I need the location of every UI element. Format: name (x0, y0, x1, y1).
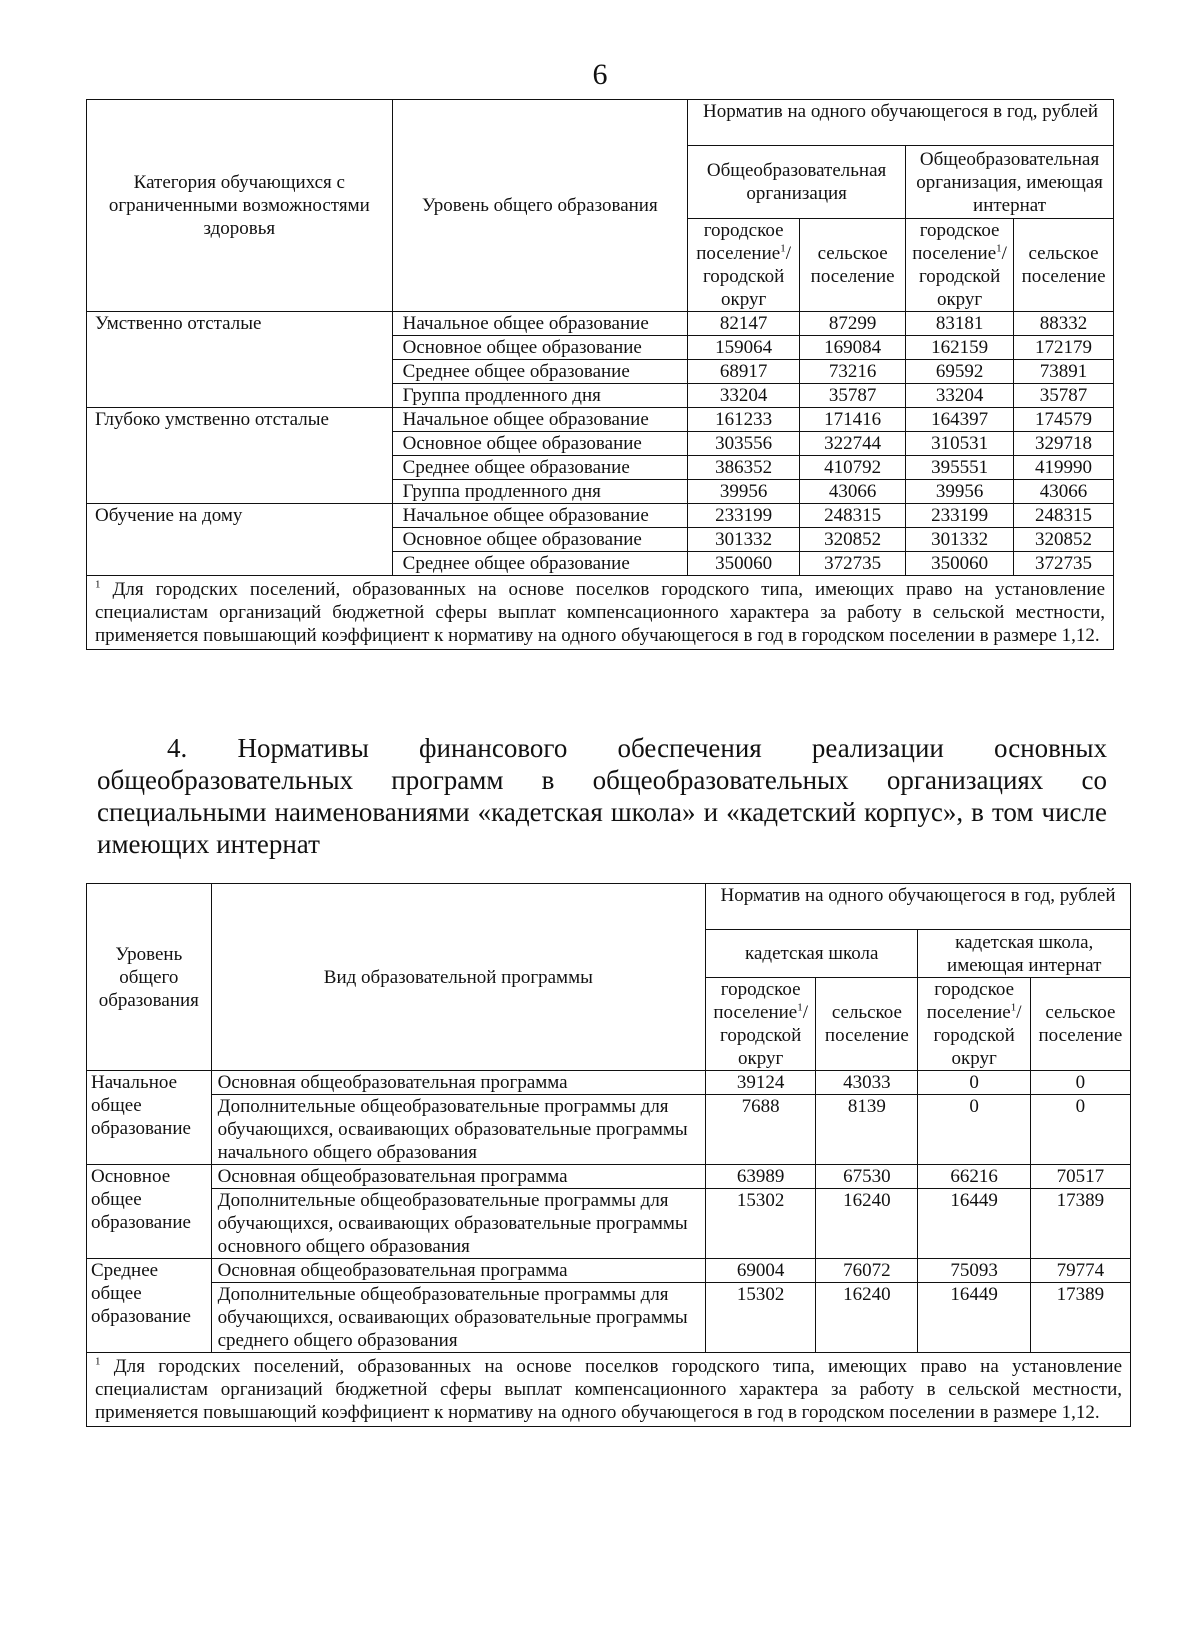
header-urban: городское поселение$^1$/ городской округ (918, 978, 1030, 1071)
table-row (87, 504, 1114, 528)
value-cell: 82147 (688, 312, 800, 336)
value-cell: 39124 (706, 1071, 816, 1095)
table-row (87, 1189, 1131, 1259)
value-cell: 386352 (688, 456, 800, 480)
value-cell: 320852 (1014, 528, 1114, 552)
level-cell: Среднее общее образование (392, 456, 687, 480)
value-cell: 15302 (706, 1189, 816, 1259)
header-rural: сельское поселение (800, 219, 906, 312)
level-cell: Основное общее образование (392, 528, 687, 552)
header-level: Уровень общего образования (392, 100, 687, 312)
value-cell: 87299 (800, 312, 906, 336)
value-cell: 16240 (816, 1283, 918, 1353)
level-cell: Основное общее образование (87, 1165, 212, 1259)
value-cell: 73891 (1014, 360, 1114, 384)
category-cell: Умственно отсталые (87, 312, 393, 408)
header-cadet-school-boarding: кадетская школа, имеющая интернат (918, 930, 1131, 978)
value-cell: 16449 (918, 1189, 1030, 1259)
value-cell: 70517 (1030, 1165, 1130, 1189)
level-cell: Начальное общее образование (392, 504, 687, 528)
header-cadet-school: кадетская школа (706, 930, 918, 978)
level-cell: Основное общее образование (392, 336, 687, 360)
value-cell: 76072 (816, 1259, 918, 1283)
value-cell: 419990 (1014, 456, 1114, 480)
value-cell: 7688 (706, 1095, 816, 1165)
value-cell: 410792 (800, 456, 906, 480)
category-cell: Обучение на дому (87, 504, 393, 576)
header-urban: городское поселение$^1$/ городской округ (706, 978, 816, 1071)
value-cell: 79774 (1030, 1259, 1130, 1283)
value-cell: 350060 (688, 552, 800, 576)
value-cell: 63989 (706, 1165, 816, 1189)
header-urban: городское поселение$^1$/ городской округ (906, 219, 1014, 312)
header-norm: Норматив на одного обучающегося в год, рублей (688, 100, 1114, 146)
value-cell: 162159 (906, 336, 1014, 360)
level-cell: Начальное общее образование (392, 408, 687, 432)
value-cell: 83181 (906, 312, 1014, 336)
table-cadet-norms (86, 883, 1131, 1427)
value-cell: 248315 (1014, 504, 1114, 528)
value-cell: 303556 (688, 432, 800, 456)
value-cell: 174579 (1014, 408, 1114, 432)
value-cell: 233199 (688, 504, 800, 528)
header-program: Вид образовательной программы (211, 884, 705, 1071)
value-cell: 164397 (906, 408, 1014, 432)
value-cell: 0 (1030, 1095, 1130, 1165)
header-rural: сельское поселение (1014, 219, 1114, 312)
value-cell: 16449 (918, 1283, 1030, 1353)
header-norm: Норматив на одного обучающегося в год, рублей (706, 884, 1131, 930)
table-row (87, 1095, 1131, 1165)
header-rural: сельское поселение (1030, 978, 1130, 1071)
header-org: Общеобразовательная организация (688, 146, 906, 219)
value-cell: 88332 (1014, 312, 1114, 336)
value-cell: 69592 (906, 360, 1014, 384)
page-number: 6 (592, 58, 608, 91)
value-cell: 310531 (906, 432, 1014, 456)
value-cell: 172179 (1014, 336, 1114, 360)
value-cell: 322744 (800, 432, 906, 456)
section-heading: 4. Нормативы финансового обеспечения реализации основных общеобразовательных программ в общеобразовательных организациях со специальными наименованиями «кадетская школа» и «кадетский корпус», в том числе имеющих интернат (97, 733, 1107, 859)
value-cell: 35787 (1014, 384, 1114, 408)
value-cell: 43066 (800, 480, 906, 504)
value-cell: 35787 (800, 384, 906, 408)
table-row (87, 1283, 1131, 1353)
value-cell: 69004 (706, 1259, 816, 1283)
value-cell: 161233 (688, 408, 800, 432)
value-cell: 33204 (906, 384, 1014, 408)
category-cell: Глубоко умственно отсталые (87, 408, 393, 504)
value-cell: 350060 (906, 552, 1014, 576)
level-cell: Среднее общее образование (392, 360, 687, 384)
table-row (87, 1071, 1131, 1095)
table-row (87, 312, 1114, 336)
value-cell: 169084 (800, 336, 906, 360)
footnote: $^1$ Для городских поселений, образованных на основе поселков городского типа, имеющих право на установление специалистам организаций бюджетной сферы выплат компенсационного характера за работу в сельской местности, применяется повышающий коэффициент к нормативу на одного обучающегося в год в городском поселении в размере 1,12. (87, 576, 1114, 650)
program-cell: Основная общеобразовательная программа (211, 1071, 705, 1095)
value-cell: 16240 (816, 1189, 918, 1259)
value-cell: 372735 (800, 552, 906, 576)
table-row (87, 1165, 1131, 1189)
value-cell: 43033 (816, 1071, 918, 1095)
value-cell: 66216 (918, 1165, 1030, 1189)
header-level: Уровень общего образования (87, 884, 212, 1071)
value-cell: 0 (918, 1095, 1030, 1165)
value-cell: 395551 (906, 456, 1014, 480)
value-cell: 171416 (800, 408, 906, 432)
value-cell: 68917 (688, 360, 800, 384)
header-category: Категория обучающихся с ограниченными возможностями здоровья (87, 100, 393, 312)
level-cell: Группа продленного дня (392, 384, 687, 408)
value-cell: 233199 (906, 504, 1014, 528)
value-cell: 329718 (1014, 432, 1114, 456)
table-row (87, 408, 1114, 432)
table-disabilities-norms (86, 99, 1114, 650)
value-cell: 67530 (816, 1165, 918, 1189)
value-cell: 0 (1030, 1071, 1130, 1095)
program-cell: Дополнительные общеобразовательные программы для обучающихся, осваивающих образовательные программы начального общего образования (211, 1095, 705, 1165)
value-cell: 43066 (1014, 480, 1114, 504)
value-cell: 73216 (800, 360, 906, 384)
header-rural: сельское поселение (816, 978, 918, 1071)
value-cell: 372735 (1014, 552, 1114, 576)
program-cell: Основная общеобразовательная программа (211, 1165, 705, 1189)
value-cell: 320852 (800, 528, 906, 552)
value-cell: 39956 (688, 480, 800, 504)
value-cell: 15302 (706, 1283, 816, 1353)
value-cell: 75093 (918, 1259, 1030, 1283)
value-cell: 248315 (800, 504, 906, 528)
value-cell: 159064 (688, 336, 800, 360)
level-cell: Начальное общее образование (392, 312, 687, 336)
program-cell: Основная общеобразовательная программа (211, 1259, 705, 1283)
header-org-boarding: Общеобразовательная организация, имеющая интернат (906, 146, 1114, 219)
value-cell: 301332 (688, 528, 800, 552)
value-cell: 301332 (906, 528, 1014, 552)
program-cell: Дополнительные общеобразовательные программы для обучающихся, осваивающих образовательные программы среднего общего образования (211, 1283, 705, 1353)
value-cell: 0 (918, 1071, 1030, 1095)
level-cell: Среднее общее образование (392, 552, 687, 576)
value-cell: 17389 (1030, 1189, 1130, 1259)
value-cell: 39956 (906, 480, 1014, 504)
value-cell: 17389 (1030, 1283, 1130, 1353)
level-cell: Группа продленного дня (392, 480, 687, 504)
value-cell: 8139 (816, 1095, 918, 1165)
program-cell: Дополнительные общеобразовательные программы для обучающихся, осваивающих образовательные программы основного общего образования (211, 1189, 705, 1259)
footnote: $^1$ Для городских поселений, образованных на основе поселков городского типа, имеющих право на установление специалистам организаций бюджетной сферы выплат компенсационного характера за работу в сельской местности, применяется повышающий коэффициент к нормативу на одного обучающегося в год в городском поселении в размере 1,12. (87, 1353, 1131, 1427)
level-cell: Начальное общее образование (87, 1071, 212, 1165)
level-cell: Среднее общее образование (87, 1259, 212, 1353)
value-cell: 33204 (688, 384, 800, 408)
header-urban: городское поселение$^1$/ городской округ (688, 219, 800, 312)
table-row (87, 1259, 1131, 1283)
level-cell: Основное общее образование (392, 432, 687, 456)
